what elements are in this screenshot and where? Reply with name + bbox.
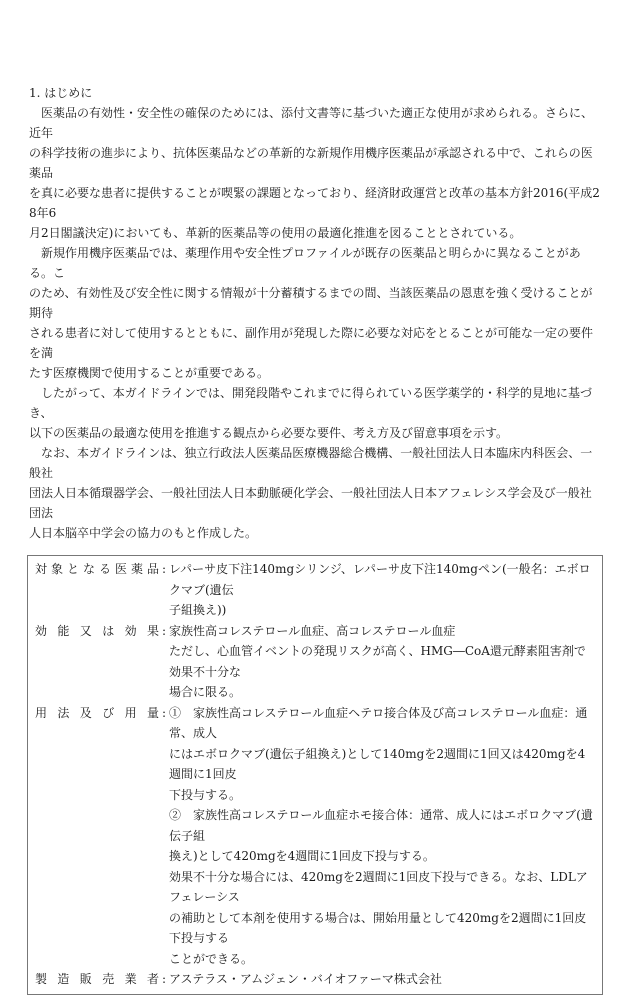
row-colon: : xyxy=(161,623,167,638)
body-text-line: の科学技術の進歩により、抗体医薬品などの革新的な新規作用機序医薬品が承認される中で、これらの医薬品 xyxy=(29,146,593,180)
row-content-line: にはエボロクマブ(遺伝子組換え)として140mgを2週間に1回又は420mgを4週間に1回皮 xyxy=(169,746,586,781)
body-text-line: 月2日閣議決定)においても、革新的医薬品等の使用の最適化推進を図ることとされている。 xyxy=(29,226,522,240)
row-content-line: 場合に限る。 xyxy=(169,685,242,699)
drug-summary-rows xyxy=(35,559,596,990)
row-content xyxy=(169,621,596,703)
summary-row-indications xyxy=(35,621,596,703)
row-colon: : xyxy=(161,972,167,986)
body-text-line: のため、有効性及び安全性に関する情報が十分蓄積するまでの間、当該医薬品の恩恵を強く受けることが期待 xyxy=(29,286,593,320)
body-text-line: される患者に対して使用するとともに、副作用が発現した際に必要な対応をとることが可能な一定の要件を満 xyxy=(29,326,594,360)
row-content-line: の補助として本剤を使用する場合は、開始用量として420mgを2週間に1回皮下投与する xyxy=(169,910,587,945)
row-content-line: ただし、心血管イベントの発現リスクが高く、HMG―CoA還元酵素阻害剤で効果不十分な xyxy=(169,644,586,679)
summary-row-dosage-and-administration xyxy=(35,703,596,970)
row-content xyxy=(169,969,596,990)
body-text-line: なお、本ガイドラインは、独立行政法人医薬品医療機器総合機構、一般社団法人日本臨床内科医会、一般社 xyxy=(29,446,593,480)
section-heading: 1. はじめに xyxy=(29,86,93,100)
body-text-line: を真に必要な患者に提供することが喫緊の課題となっており、経済財政運営と改革の基本方針2016(平成28年6 xyxy=(29,186,600,220)
row-content-line: ① 家族性高コレステロール血症ヘテロ接合体及び高コレステロール血症：通常、成人 xyxy=(169,705,588,740)
row-content-line: ② 家族性高コレステロール血症ホモ接合体：通常、成人にはエボロクマブ(遺伝子組 xyxy=(169,808,593,843)
summary-row-manufacturer xyxy=(35,969,596,990)
row-content-line: 効果不十分な場合には、420mgを2週間に1回皮下投与できる。なお、LDLアフェレーシス xyxy=(169,869,588,904)
row-label: 用法及び用量 xyxy=(35,705,159,720)
row-colon: : xyxy=(161,705,167,720)
body-text-line: 以下の医薬品の最適な使用を推進する観点から必要な要件、考え方及び留意事項を示す。 xyxy=(29,426,509,440)
row-content-line: 下投与する。 xyxy=(169,787,242,802)
drug-summary-box xyxy=(27,555,603,995)
row-label: 製造販売業者 xyxy=(35,972,159,986)
row-content xyxy=(169,559,596,621)
row-colon: : xyxy=(161,562,167,576)
body-text-line: 団法人日本循環器学会、一般社団法人日本動脈硬化学会、一般社団法人日本アフェレシス学会及び一般社団法 xyxy=(29,486,592,520)
row-content xyxy=(169,703,596,970)
row-content-line: アステラス・アムジェン・バイオファーマ株式会社 xyxy=(169,972,442,986)
introduction-body xyxy=(29,103,603,543)
body-text-line: たす医療機関で使用することが重要である。 xyxy=(29,366,270,380)
body-text-line: 医薬品の有効性・安全性の確保のためには、添付文書等に基づいた適正な使用が求められる。さらに、近年 xyxy=(29,106,594,140)
row-content-line: 子組換え)) xyxy=(169,603,227,617)
introduction-section xyxy=(29,83,603,543)
row-content-line: 家族性高コレステロール血症、高コレステロール血症 xyxy=(169,623,456,638)
body-text-line: したがって、本ガイドラインでは、開発段階やこれまでに得られている医学薬学的・科学的見地に基づき、 xyxy=(29,386,593,420)
row-content-line: ことができる。 xyxy=(169,951,254,966)
row-label: 対象となる医薬品 xyxy=(35,562,159,576)
row-content-line: 換え)として420mgを4週間に1回皮下投与する。 xyxy=(169,849,435,863)
body-text-line: 人日本脳卒中学会の協力のもと作成した。 xyxy=(29,526,258,540)
summary-row-target-drug xyxy=(35,559,596,621)
row-label: 効能又は効果 xyxy=(35,623,159,638)
body-text-line: 新規作用機序医薬品では、薬理作用や安全性プロファイルが既存の医薬品と明らかに異なることがある。こ xyxy=(29,246,581,280)
row-content-line: レパーサ皮下注140mgシリンジ、レパーサ皮下注140mgペン(一般名：エボロクマブ(遺伝 xyxy=(169,562,591,597)
